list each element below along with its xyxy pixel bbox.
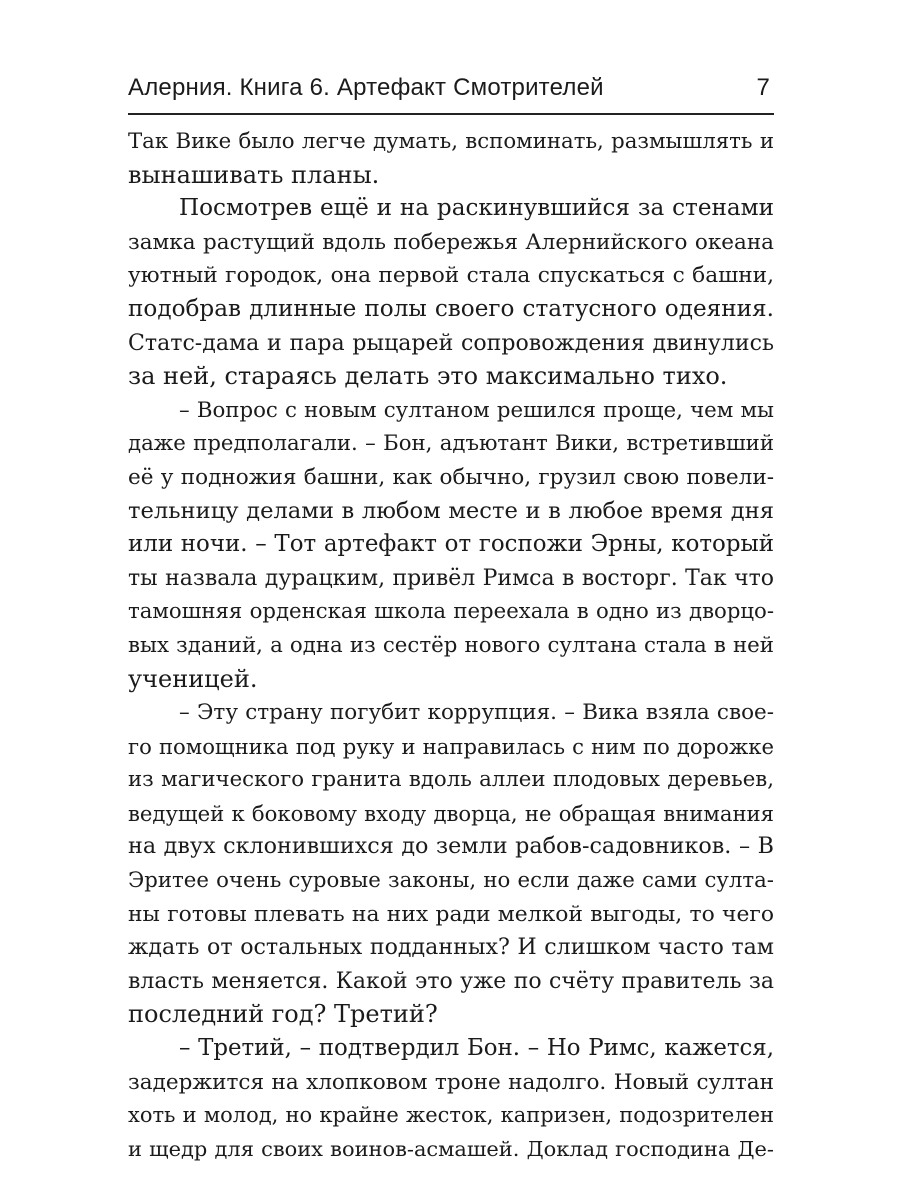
text-line: Эритее очень суровые законы, но если даже сами султа- bbox=[128, 868, 774, 894]
text-line: последний год? Третий? bbox=[128, 1000, 438, 1029]
text-line: ты назвала дурацким, привёл Римса в восторг. Так что bbox=[128, 565, 774, 591]
text-line: Статс-дама и пара рыцарей сопровождения двинулись bbox=[128, 330, 774, 356]
body-text bbox=[128, 125, 774, 1166]
text-line: вынашивать планы. bbox=[128, 160, 380, 189]
text-line: подобрав длинные полы своего статусного одеяния. bbox=[128, 295, 774, 322]
text-line: Так Вике было легче думать, вспоминать, размышлять и bbox=[128, 129, 774, 154]
text-line: Посмотрев ещё и на раскинувшийся за стенами bbox=[179, 195, 774, 222]
running-head bbox=[128, 74, 774, 114]
text-line: го помощника под руку и направилась с ним по дорожке bbox=[128, 733, 774, 759]
text-line: – Третий, – подтвердил Бон. – Но Римс, кажется, bbox=[179, 1035, 774, 1062]
text-line: даже предполагали. – Бон, адъютант Вики, встретивший bbox=[128, 431, 774, 457]
text-line: ведущей к боковому входу дворца, не обращая внимания bbox=[128, 800, 774, 826]
text-line: её у подножия башни, как обычно, грузил свою повели- bbox=[128, 464, 774, 490]
text-line: вых зданий, а одна из сестёр нового султана стала в ней bbox=[128, 632, 774, 658]
text-line: ученицей. bbox=[128, 664, 258, 693]
text-line: ны готовы плевать на них ради мелкой выгоды, то чего bbox=[128, 901, 774, 927]
text-line: и щедр для своих воинов-асмашей. Доклад господина Де- bbox=[128, 1136, 774, 1161]
text-line: тельницу делами в любом месте и в любое время дня bbox=[128, 497, 774, 524]
running-head-title: Алерния. Книга 6. Артефакт Смотрителей bbox=[128, 74, 604, 101]
text-line: из магического гранита вдоль аллеи плодовых деревьев, bbox=[128, 767, 774, 793]
text-line: тамошняя орденская школа переехала в одно из дворцо- bbox=[128, 599, 774, 625]
text-line: замка растущий вдоль побережья Алернийского океана bbox=[128, 229, 774, 255]
text-line: уютный городок, она первой стала спускаться с башни, bbox=[128, 263, 774, 289]
text-line: – Эту страну погубит коррупция. – Вика взяла свое- bbox=[179, 700, 774, 726]
page-number: 7 bbox=[756, 74, 770, 101]
text-line: за ней, стараясь делать это максимально тихо. bbox=[128, 362, 728, 391]
text-line: или ночи. – Тот артефакт от госпожи Эрны, который bbox=[128, 531, 774, 558]
text-line: – Вопрос с новым султаном решился проще, чем мы bbox=[179, 397, 774, 423]
text-line: на двух склонившихся до земли рабов-садовников. – В bbox=[128, 833, 774, 860]
header-rule bbox=[128, 113, 774, 115]
text-line: задержится на хлопковом троне надолго. Новый султан bbox=[128, 1069, 774, 1095]
text-line: ждать от остальных подданных? И слишком часто там bbox=[128, 934, 774, 961]
text-line: власть меняется. Какой это уже по счёту правитель за bbox=[128, 968, 774, 994]
text-line: хоть и молод, но крайне жесток, капризен, подозрителен bbox=[128, 1103, 774, 1128]
